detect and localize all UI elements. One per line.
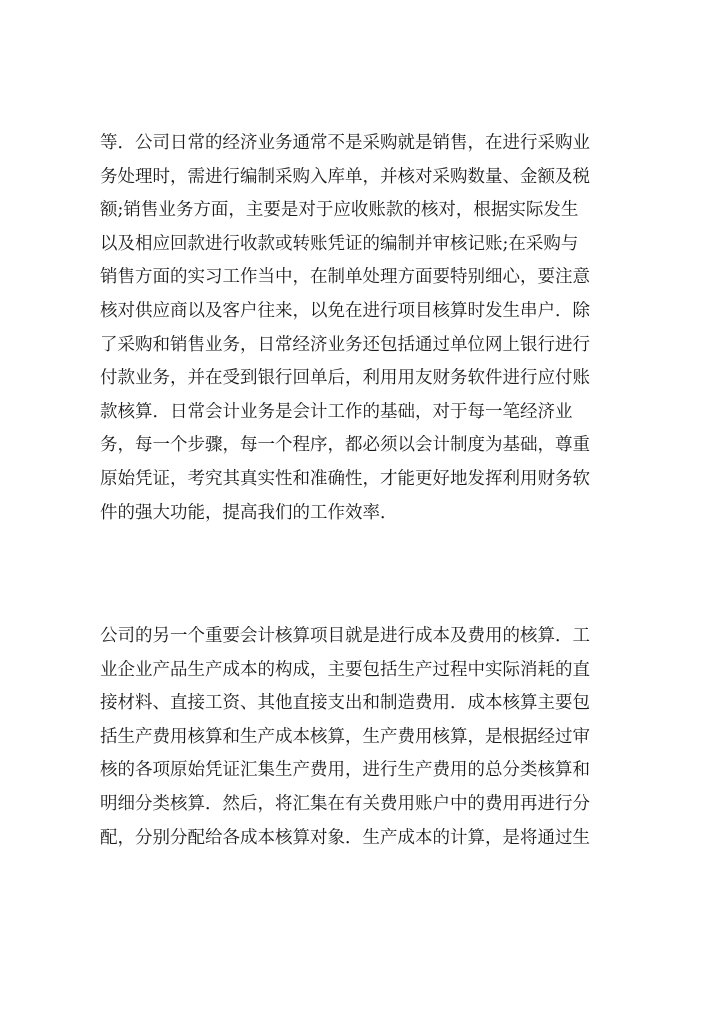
text-line: 核的各项原始凭证汇集生产费用，进行生产费用的总分类核算和 — [100, 760, 590, 781]
text-line: 业企业产品生产成本的构成，主要包括生产过程中实际消耗的直 — [100, 659, 590, 680]
paragraph-cost-accounting — [100, 620, 620, 855]
paragraph-purchase-sales — [100, 127, 620, 530]
text-line: 付款业务，并在受到银行回单后，利用用友财务软件进行应付账 — [100, 368, 590, 389]
text-line: 款核算．日常会计业务是会计工作的基础，对于每一笔经济业 — [100, 401, 573, 422]
text-line: 配，分别分配给各成本核算对象．生产成本的计算，是将通过生 — [100, 827, 590, 848]
text-line: 接材料、直接工资、其他直接支出和制造费用．成本核算主要包 — [100, 693, 590, 714]
text-line: 等．公司日常的经济业务通常不是采购就是销售，在进行采购业 — [100, 133, 590, 153]
text-line: 务，每一个步骤，每一个程序，都必须以会计制度为基础，尊重 — [100, 435, 590, 456]
text-line: 以及相应回款进行收款或转账凭证的编制并审核记账;在采购与 — [100, 233, 579, 254]
text-line: 明细分类核算．然后，将汇集在有关费用账户中的费用再进行分 — [100, 793, 590, 814]
text-line: 务处理时，需进行编制采购入库单，并核对采购数量、金额及税 — [100, 166, 590, 187]
text-line: 件的强大功能，提高我们的工作效率． — [100, 502, 398, 523]
text-line: 销售方面的实习工作当中，在制单处理方面要特别细心，要注意 — [100, 267, 590, 288]
text-line: 公司的另一个重要会计核算项目就是进行成本及费用的核算．工 — [100, 626, 590, 646]
text-line: 了采购和销售业务，日常经济业务还包括通过单位网上银行进行 — [100, 334, 590, 355]
text-line: 核对供应商以及客户往来，以免在进行项目核算时发生串户．除 — [100, 300, 590, 321]
text-line: 原始凭证，考究其真实性和准确性，才能更好地发挥利用财务软 — [100, 468, 590, 489]
text-line: 额;销售业务方面，主要是对于应收账款的核对，根据实际发生 — [100, 200, 579, 221]
text-line: 括生产费用核算和生产成本核算，生产费用核算，是根据经过审 — [100, 726, 590, 747]
